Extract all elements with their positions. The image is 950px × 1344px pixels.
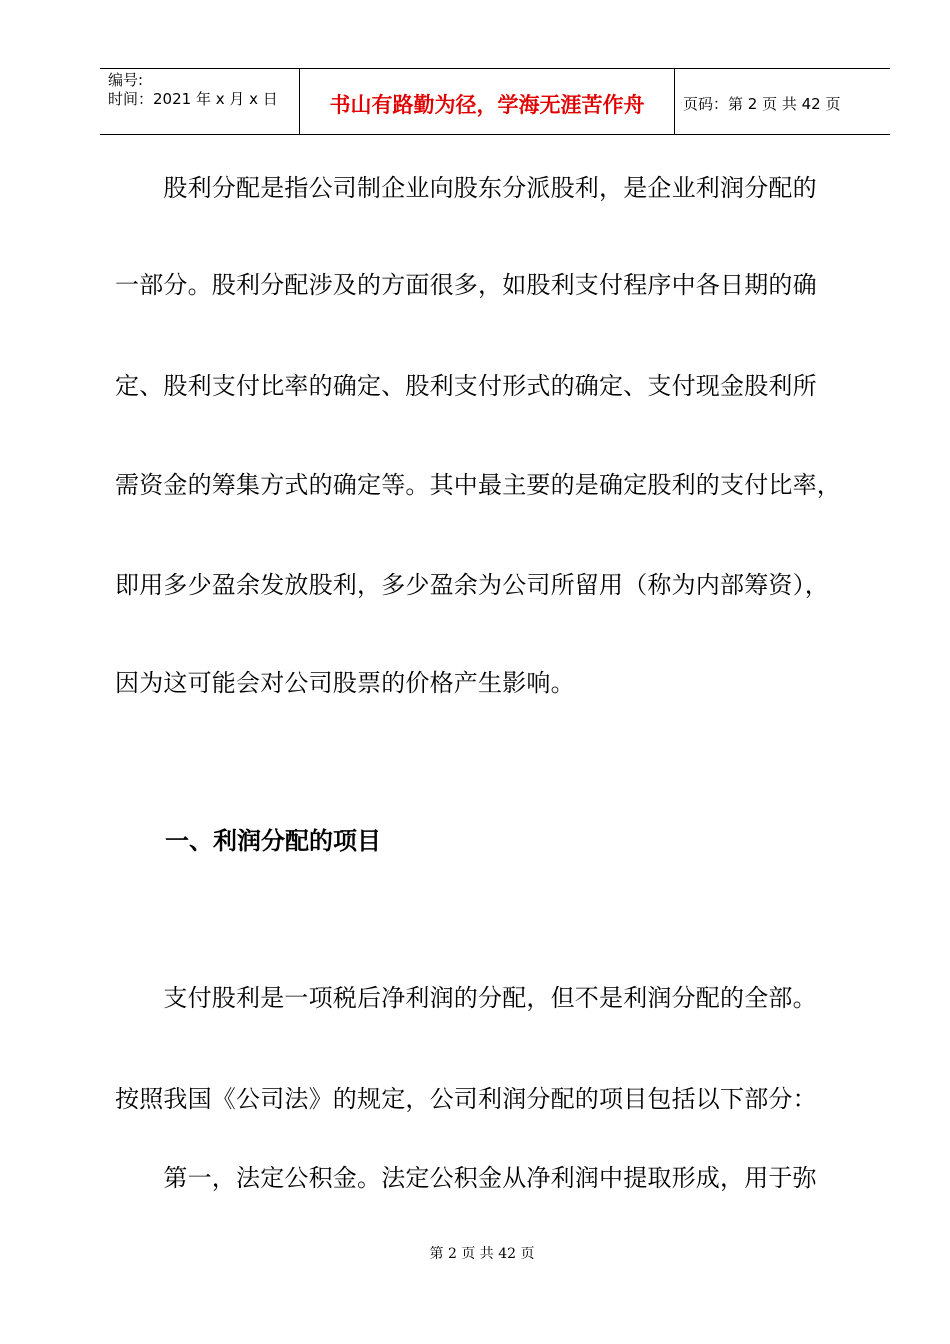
page-footer: 第 2 页 共 42 页 [429,1246,535,1262]
header-meta-cell [100,69,300,134]
page-header [100,68,890,135]
header-motto: 书山有路勤为径，学海无涯苦作舟 [300,69,675,134]
body-line: 定、股利支付比率的确定、股利支付形式的确定、支付现金股利所 [115,372,817,400]
body-line: 第一，法定公积金。法定公积金从净利润中提取形成，用于弥 [115,1164,817,1192]
body-line: 即用多少盈余发放股利，多少盈余为公司所留用（称为内部筹资）， [115,571,829,599]
body-line: 股利分配是指公司制企业向股东分派股利，是企业利润分配的 [115,174,817,202]
header-number-label: 编号: [108,71,144,89]
body-line: 一部分。股利分配涉及的方面很多，如股利支付程序中各日期的确 [115,271,817,299]
body-line: 按照我国《公司法》的规定，公司利润分配的项目包括以下部分： [115,1085,817,1113]
body-line: 需资金的筹集方式的确定等。其中最主要的是确定股利的支付比率， [115,471,841,499]
section-heading: 一、利润分配的项目 [165,827,381,855]
body-line: 支付股利是一项税后净利润的分配，但不是利润分配的全部。 [115,984,817,1012]
header-page-info: 页码：第 2 页 共 42 页 [683,95,841,113]
body-line: 因为这可能会对公司股票的价格产生影响。 [115,669,575,697]
header-time-label: 时间：2021 年 x 月 x 日 [108,90,278,108]
